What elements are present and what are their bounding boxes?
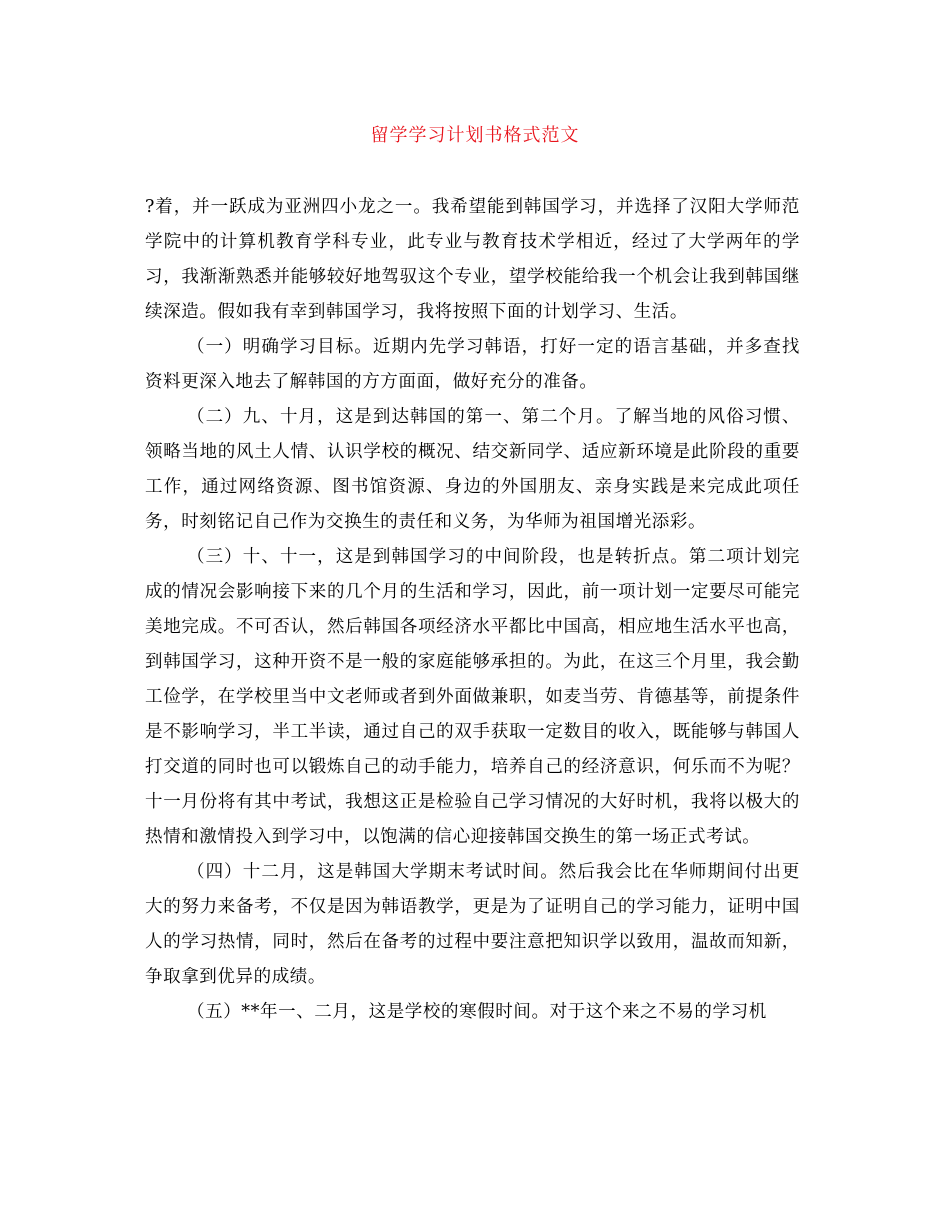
paragraph-step-5: （五）**年一、二月，这是学校的寒假时间。对于这个来之不易的学习机 — [187, 1002, 767, 1022]
paragraph-step-1: （一）明确学习目标。近期内先学习韩语，打好一定的语言基础，并多查找资料更深入地去了解韩国的方方面面，做好充分的准备。 — [145, 337, 800, 392]
document-body — [145, 190, 800, 1030]
paragraph-intro: ?着，并一跃成为亚洲四小龙之一。我希望能到韩国学习，并选择了汉阳大学师范学院中的计算机教育学科专业，此专业与教育技术学相近，经过了大学两年的学习，我渐渐熟悉并能够较好地驾驭这个专业，望学校能给我一个机会让我到韩国继续深造。假如我有幸到韩国学习，我将按照下面的计划学习、生活。 — [145, 197, 800, 322]
document-title: 留学学习计划书格式范文 — [370, 125, 580, 146]
paragraph-step-2: （二）九、十月，这是到达韩国的第一、第二个月。了解当地的风俗习惯、领略当地的风土人情、认识学校的概况、结交新同学、适应新环境是此阶段的重要工作，通过网络资源、图书馆资源、身边的外国朋友、亲身实践是来完成此项任务，时刻铭记自己作为交换生的责任和义务，为华师为祖国增光添彩。 — [145, 407, 800, 532]
paragraph-step-3: （三）十、十一，这是到韩国学习的中间阶段，也是转折点。第二项计划完成的情况会影响接下来的几个月的生活和学习，因此，前一项计划一定要尽可能完美地完成。不可否认，然后韩国各项经济水平都比中国高，相应地生活水平也高，到韩国学习，这种开资不是一般的家庭能够承担的。为此，在这三个月里，我会勤工俭学，在学校里当中文老师或者到外面做兼职，如麦当劳、肯德基等，前提条件是不影响学习，半工半读，通过自己的双手获取一定数目的收入，既能够与韩国人打交道的同时也可以锻炼自己的动手能力，培养自己的经济意识，何乐而不为呢？十一月份将有其中考试，我想这正是检验自己学习情况的大好时机，我将以极大的热情和激情投入到学习中，以饱满的信心迎接韩国交换生的第一场正式考试。 — [145, 547, 800, 847]
paragraph-step-4: （四）十二月，这是韩国大学期末考试时间。然后我会比在华师期间付出更大的努力来备考，不仅是因为韩语教学，更是为了证明自己的学习能力，证明中国人的学习热情，同时，然后在备考的过程中要注意把知识学以致用，温故而知新，争取拿到优异的成绩。 — [145, 862, 800, 987]
